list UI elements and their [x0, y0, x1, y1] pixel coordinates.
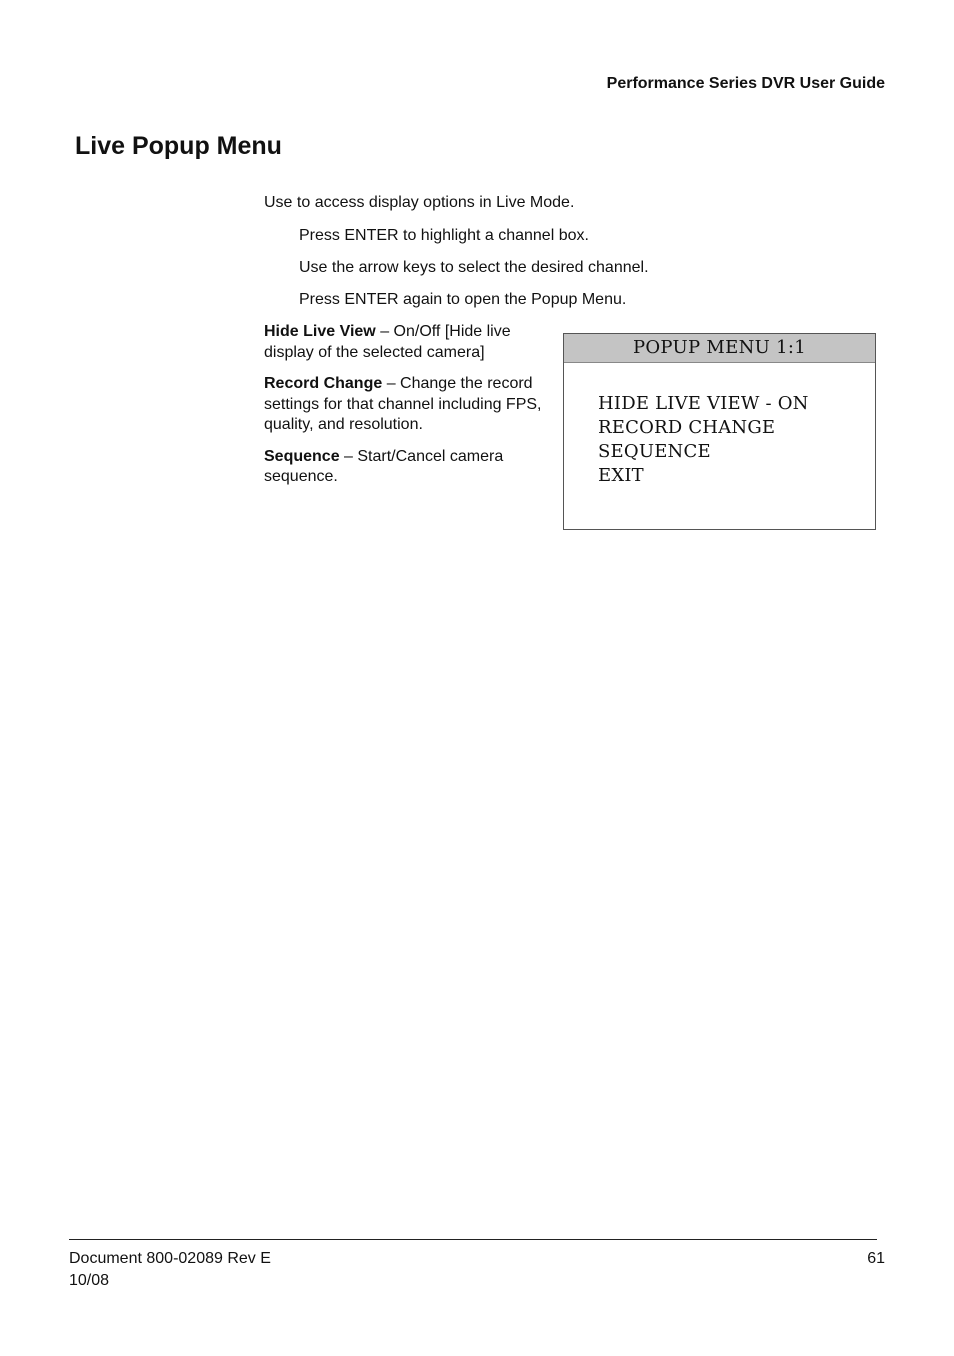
step-item: Use the arrow keys to select the desired channel.	[299, 259, 649, 276]
popup-item-record-change[interactable]: RECORD CHANGE	[598, 417, 776, 438]
definition-record-change	[264, 374, 549, 436]
popup-menu-title: POPUP MENU 1:1	[564, 334, 875, 363]
intro-text: Use to access display options in Live Mode.	[264, 194, 575, 211]
definition-desc: – On/Off [Hide live display of the selected camera]	[264, 323, 511, 361]
document-date: 10/08	[69, 1272, 110, 1289]
steps-list	[299, 226, 649, 322]
running-header: Performance Series DVR User Guide	[606, 75, 885, 92]
definition-term: Hide Live View	[264, 323, 376, 340]
footer-divider	[69, 1239, 877, 1240]
page-title: Live Popup Menu	[75, 132, 282, 160]
definition-desc: – Start/Cancel camera sequence.	[264, 447, 504, 485]
definition-hide-live-view	[264, 322, 549, 363]
step-item: Press ENTER again to open the Popup Menu.	[299, 291, 627, 308]
document-number: Document 800-02089 Rev E	[69, 1250, 271, 1267]
footer-document-info	[69, 1248, 271, 1292]
popup-item-sequence[interactable]: SEQUENCE	[598, 441, 711, 462]
popup-menu-illustration	[563, 333, 876, 530]
popup-menu-items	[564, 363, 875, 488]
definition-term: Sequence	[264, 447, 340, 465]
definition-term: Record Change	[264, 375, 383, 392]
popup-item-hide-live-view[interactable]: HIDE LIVE VIEW - ON	[598, 393, 809, 414]
definition-sequence	[264, 447, 549, 488]
popup-item-exit[interactable]: EXIT	[598, 465, 644, 486]
definitions-list	[264, 322, 549, 499]
definition-desc: – Change the record settings for that channel including FPS, quality, and resolution.	[264, 375, 542, 433]
page-number: 61	[867, 1250, 885, 1267]
step-item: Press ENTER to highlight a channel box.	[299, 227, 589, 244]
